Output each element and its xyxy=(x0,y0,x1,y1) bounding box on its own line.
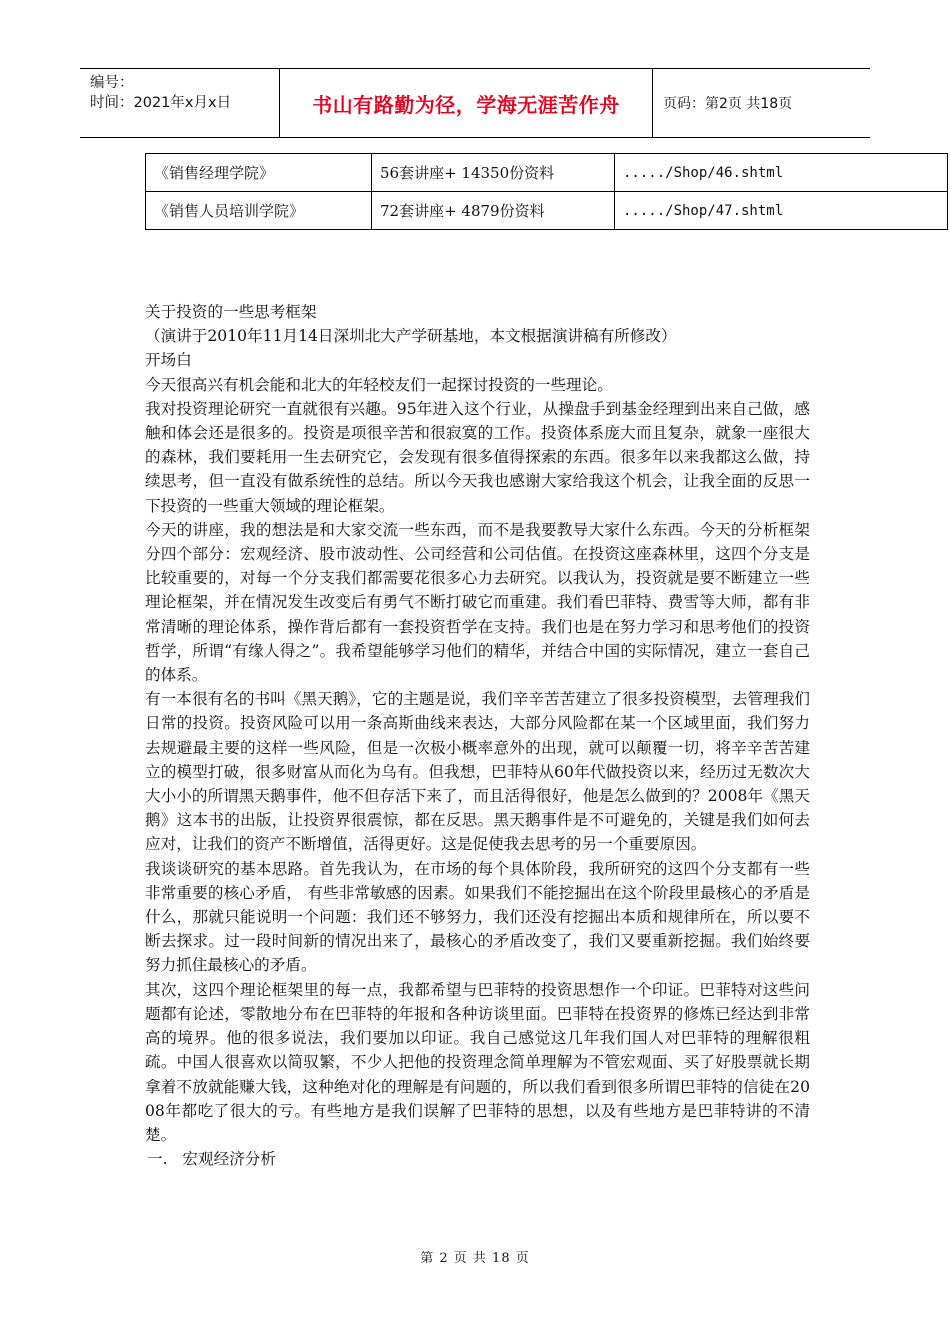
opening-heading: 开场白 xyxy=(145,351,192,370)
table-row xyxy=(146,192,948,230)
article-subtitle: （演讲于2010年11月14日深圳北大产学研基地，本文根据演讲稿有所修改） xyxy=(145,327,677,346)
catalog-link[interactable]: ...../Shop/46.shtml xyxy=(615,154,948,192)
document-number-label: 编号： xyxy=(90,75,134,91)
page-header xyxy=(80,68,870,138)
table-row xyxy=(146,154,948,192)
paragraph: 今天很高兴有机会能和北大的年轻校友们一起探讨投资的一些理论。 xyxy=(145,375,613,394)
catalog-link[interactable]: ...../Shop/47.shtml xyxy=(615,192,948,230)
paragraph: 今天的讲座，我的想法是和大家交流一些东西，而不是我要教导大家什么东西。今天的分析框架分四个部分：宏观经济、股市波动性、公司经营和公司估值。在投资这座森林里，这四个分支是比较重要的，对每一个分支我们都需要花很多心力去研究。以我认为，投资就是要不断建立一些理论框架，并在情况发生改变后有勇气不断打破它而重建。我们看巴菲特、费雪等大师，都有非常清晰的理论体系，操作背后都有一套投资哲学在支持。我们也是在努力学习和思考他们的投资哲学，所谓“有缘人得之”。我希望能够学习他们的精华，并结合中国的实际情况，建立一套自己的体系。 xyxy=(145,520,810,685)
paragraph: 我对投资理论研究一直就很有兴趣。95年进入这个行业，从操盘手到基金经理到出来自己做，感触和体会还是很多的。投资是项很辛苦和很寂寞的工作。投资体系庞大而且复杂，就象一座很大的森林，我们要耗用一生去研究它，会发现有很多值得探索的东西。很多年以来我都这么做，持续思考，但一直没有做系统性的总结。所以今天我也感谢大家给我这个机会，让我全面的反思一下投资的一些重大领域的理论框架。 xyxy=(145,399,810,515)
article-title: 关于投资的一些思考框架 xyxy=(145,303,317,321)
paragraph: 其次，这四个理论框架里的每一点，我都希望与巴菲特的投资思想作一个印证。巴菲特对这些问题都有论述，零散地分布在巴菲特的年报和各种访谈里面。巴菲特在投资界的修炼已经达到非常高的境界。他的很多说法，我们要加以印证。我自己感觉这几年我们国人对巴菲特的理解很粗疏。中国人很喜欢以简驭繁，不少人把他的投资理念简单理解为不管宏观面、买了好股票就长期拿着不放就能赚大钱，这种绝对化的理解是有问题的，所以我们看到很多所谓巴菲特的信徒在2008年都吃了很大的亏。有些地方是我们误解了巴菲特的思想，以及有些地方是巴菲特讲的不清楚。 xyxy=(145,980,810,1144)
header-meta xyxy=(80,69,280,137)
paragraph: 有一本很有名的书叫《黑天鹅》，它的主题是说，我们辛辛苦苦建立了很多投资模型，去管理我们日常的投资。投资风险可以用一条高斯曲线来表达，大部分风险都在某一个区域里面，我们努力去规避最主要的这样一些风险，但是一次极小概率意外的出现，就可以颠覆一切，将辛辛苦苦建立的模型打破，很多财富从而化为乌有。但我想，巴菲特从60年代做投资以来，经历过无数次大大小小的所谓黑天鹅事件，他不但存活下来了，而且活得很好，他是怎么做到的？2008年《黑天鹅》这本书的出版，让投资界很震惊，都在反思。黑天鹅事件是不可避免的，关键是我们如何去应对，让我们的资产不断增值，活得更好。这是促使我去思考的另一个重要原因。 xyxy=(145,690,810,854)
catalog-table xyxy=(145,153,948,230)
catalog-desc: 56套讲座+ 14350份资料 xyxy=(372,154,615,192)
article-body xyxy=(145,300,810,1171)
header-page-info: 页码：第2页 共18页 xyxy=(663,96,793,112)
document-date-label: 时间：2021年x月x日 xyxy=(90,95,232,111)
header-motto: 书山有路勤为径，学海无涯苦作舟 xyxy=(280,69,653,137)
paragraph: 我谈谈研究的基本思路。首先我认为，在市场的每个具体阶段，我所研究的这四个分支都有一些非常重要的核心矛盾， 有些非常敏感的因素。如果我们不能挖掘出在这个阶段里最核心的矛盾是什么，那就只能说明一个问题：我们还不够努力，我们还没有挖掘出本质和规律所在，所以要不断去探求。过一段时间新的情况出来了，最核心的矛盾改变了，我们又要重新挖掘。我们始终要努力抓住最核心的矛盾。 xyxy=(145,859,810,975)
catalog-name: 《销售人员培训学院》 xyxy=(146,192,372,230)
page-footer: 第 2 页 共 18 页 xyxy=(420,1251,530,1266)
catalog-desc: 72套讲座+ 4879份资料 xyxy=(372,192,615,230)
section-heading: 一. 宏观经济分析 xyxy=(147,1150,276,1169)
catalog-name: 《销售经理学院》 xyxy=(146,154,372,192)
